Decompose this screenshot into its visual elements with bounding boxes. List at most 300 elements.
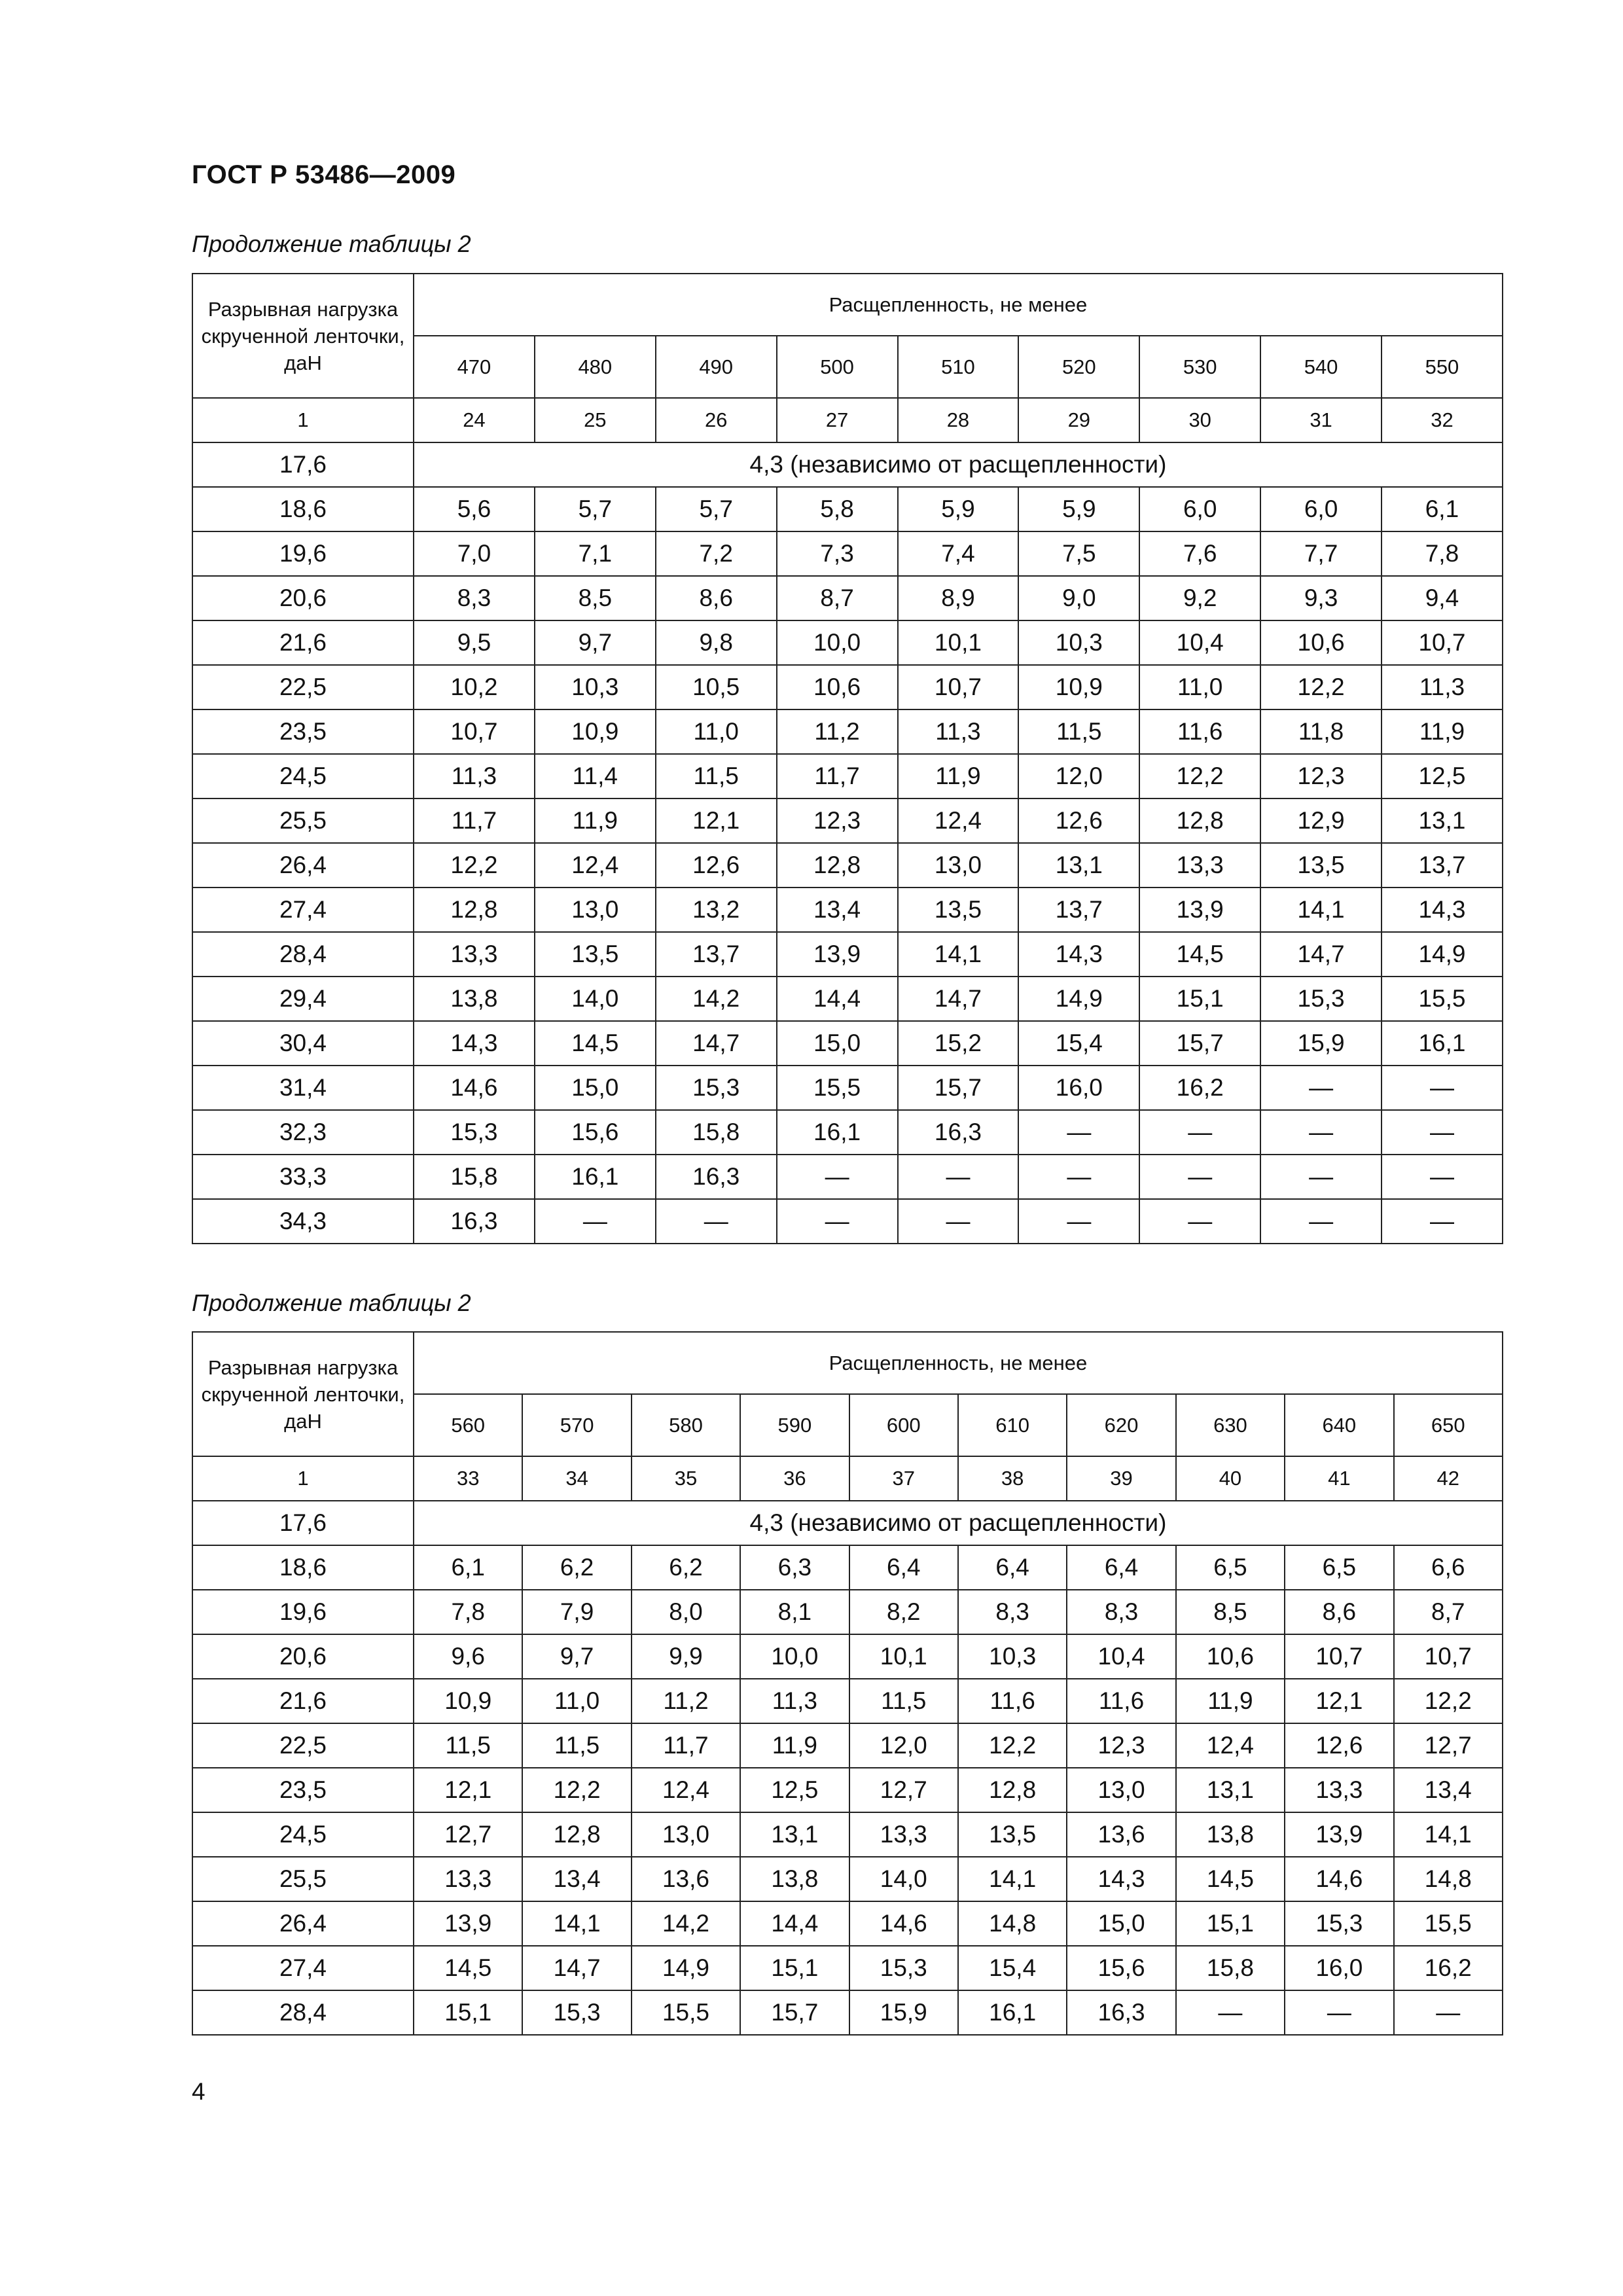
value-cell: 15,4 [958, 1946, 1067, 1990]
value-cell: 8,2 [849, 1590, 958, 1634]
value-cell: 15,8 [414, 1155, 535, 1199]
value-cell: 14,7 [1260, 932, 1382, 977]
value-cell: 11,9 [1382, 709, 1503, 754]
value-cell: 12,2 [1139, 754, 1260, 798]
value-cell: 10,6 [1176, 1634, 1285, 1679]
value-cell: 6,3 [740, 1545, 849, 1590]
value-cell: — [898, 1155, 1019, 1199]
value-cell: 14,0 [535, 977, 656, 1021]
value-cell: 9,6 [414, 1634, 522, 1679]
split-value-cell: 510 [898, 336, 1019, 398]
column-numbers-row [192, 398, 1503, 442]
column-number-cell: 24 [414, 398, 535, 442]
value-cell: 15,3 [849, 1946, 958, 1990]
value-cell: 11,7 [414, 798, 535, 843]
value-cell: 11,3 [740, 1679, 849, 1723]
value-cell: 9,7 [522, 1634, 631, 1679]
table-row [192, 1199, 1503, 1244]
value-cell: 12,6 [1285, 1723, 1393, 1768]
value-cell: 10,3 [1018, 620, 1139, 665]
value-cell: 16,1 [777, 1110, 898, 1155]
value-cell: 9,3 [1260, 576, 1382, 620]
value-cell: 16,1 [958, 1990, 1067, 2035]
value-cell: 13,0 [898, 843, 1019, 888]
value-cell: 13,4 [777, 888, 898, 932]
value-cell: 12,6 [656, 843, 777, 888]
load-cell: 22,5 [192, 1723, 414, 1768]
value-cell: 5,7 [656, 487, 777, 531]
value-cell: 10,7 [898, 665, 1019, 709]
value-cell: — [777, 1155, 898, 1199]
value-cell: 6,5 [1285, 1545, 1393, 1590]
load-cell: 20,6 [192, 1634, 414, 1679]
value-cell: 14,2 [632, 1901, 740, 1946]
value-cell: 10,9 [535, 709, 656, 754]
value-cell: 11,5 [656, 754, 777, 798]
value-cell: 12,0 [849, 1723, 958, 1768]
value-cell: 15,3 [1285, 1901, 1393, 1946]
value-cell: 14,2 [656, 977, 777, 1021]
value-cell: 14,3 [1018, 932, 1139, 977]
value-cell: 14,0 [849, 1857, 958, 1901]
value-cell: 6,2 [632, 1545, 740, 1590]
value-cell: — [656, 1199, 777, 1244]
value-cell: — [1018, 1155, 1139, 1199]
column-number-cell: 37 [849, 1456, 958, 1501]
load-cell: 17,6 [192, 1501, 414, 1545]
value-cell: 11,7 [777, 754, 898, 798]
column-number-cell: 33 [414, 1456, 522, 1501]
value-cell: 11,9 [535, 798, 656, 843]
column-number-cell: 28 [898, 398, 1019, 442]
split-value-cell: 490 [656, 336, 777, 398]
table-row [192, 1155, 1503, 1199]
value-cell: 8,6 [1285, 1590, 1393, 1634]
value-cell: 13,0 [1067, 1768, 1175, 1812]
table-row [192, 1723, 1503, 1768]
load-cell: 23,5 [192, 1768, 414, 1812]
value-cell: 14,6 [414, 1066, 535, 1110]
split-value-cell: 620 [1067, 1394, 1175, 1456]
column-number-cell: 39 [1067, 1456, 1175, 1501]
split-value-cell: 470 [414, 336, 535, 398]
table-row [192, 1021, 1503, 1066]
value-cell: 10,2 [414, 665, 535, 709]
value-cell: 12,3 [777, 798, 898, 843]
value-cell: 5,7 [535, 487, 656, 531]
value-cell: 11,5 [1018, 709, 1139, 754]
value-cell: 15,0 [1067, 1901, 1175, 1946]
load-column-header: Разрывная нагрузка скрученной ленточки, даН [192, 274, 414, 398]
load-cell: 28,4 [192, 932, 414, 977]
value-cell: 7,9 [522, 1590, 631, 1634]
value-cell: 12,2 [414, 843, 535, 888]
table-row [192, 798, 1503, 843]
load-cell: 31,4 [192, 1066, 414, 1110]
value-cell: 8,3 [958, 1590, 1067, 1634]
value-cell: 11,6 [958, 1679, 1067, 1723]
value-cell: 12,5 [1382, 754, 1503, 798]
value-cell: 13,7 [1382, 843, 1503, 888]
value-cell: 5,9 [1018, 487, 1139, 531]
value-cell: 12,6 [1018, 798, 1139, 843]
value-cell: 16,3 [656, 1155, 777, 1199]
split-value-cell: 610 [958, 1394, 1067, 1456]
value-cell: 12,1 [414, 1768, 522, 1812]
value-cell: 14,9 [1018, 977, 1139, 1021]
load-cell: 24,5 [192, 1812, 414, 1857]
column-number-cell: 26 [656, 398, 777, 442]
value-cell: 12,8 [777, 843, 898, 888]
value-cell: 9,7 [535, 620, 656, 665]
value-cell: 8,7 [1394, 1590, 1503, 1634]
value-cell: 13,1 [1382, 798, 1503, 843]
load-cell: 21,6 [192, 620, 414, 665]
value-cell: 7,8 [1382, 531, 1503, 576]
split-value-cell: 650 [1394, 1394, 1503, 1456]
value-cell: 10,7 [1285, 1634, 1393, 1679]
value-cell: 13,9 [777, 932, 898, 977]
table-row [192, 709, 1503, 754]
value-cell: 13,2 [656, 888, 777, 932]
table-row [192, 531, 1503, 576]
value-cell: 12,4 [1176, 1723, 1285, 1768]
value-cell: 11,5 [522, 1723, 631, 1768]
value-cell: 6,1 [1382, 487, 1503, 531]
value-cell: — [1139, 1199, 1260, 1244]
value-cell: 13,4 [522, 1857, 631, 1901]
value-cell: 9,0 [1018, 576, 1139, 620]
load-cell: 25,5 [192, 1857, 414, 1901]
value-cell: 15,6 [1067, 1946, 1175, 1990]
value-cell: 6,0 [1139, 487, 1260, 531]
load-cell: 30,4 [192, 1021, 414, 1066]
table-caption: Продолжение таблицы 2 [192, 230, 471, 257]
load-cell: 27,4 [192, 1946, 414, 1990]
table-row [192, 1634, 1503, 1679]
table-row [192, 665, 1503, 709]
value-cell: 15,5 [1394, 1901, 1503, 1946]
value-cell: 8,9 [898, 576, 1019, 620]
value-cell: 7,6 [1139, 531, 1260, 576]
column-number-cell: 1 [192, 398, 414, 442]
value-cell: 16,3 [898, 1110, 1019, 1155]
value-cell: — [1382, 1110, 1503, 1155]
value-cell: 10,0 [740, 1634, 849, 1679]
value-cell: 11,2 [777, 709, 898, 754]
split-value-cell: 630 [1176, 1394, 1285, 1456]
value-cell: 14,5 [414, 1946, 522, 1990]
value-cell: 8,6 [656, 576, 777, 620]
value-cell: 14,5 [1139, 932, 1260, 977]
value-cell: 8,3 [414, 576, 535, 620]
value-cell: 7,2 [656, 531, 777, 576]
value-cell: 10,0 [777, 620, 898, 665]
value-cell: 6,1 [414, 1545, 522, 1590]
column-number-cell: 1 [192, 1456, 414, 1501]
value-cell: 11,7 [632, 1723, 740, 1768]
table-row [192, 977, 1503, 1021]
value-cell: 11,5 [414, 1723, 522, 1768]
value-cell: 14,3 [1382, 888, 1503, 932]
table-caption: Продолжение таблицы 2 [192, 1289, 471, 1316]
data-table-1 [192, 273, 1503, 1244]
column-number-cell: 40 [1176, 1456, 1285, 1501]
value-cell: 6,5 [1176, 1545, 1285, 1590]
value-cell: — [1394, 1990, 1503, 2035]
value-cell: 14,1 [958, 1857, 1067, 1901]
value-cell: 11,9 [898, 754, 1019, 798]
split-value-cell: 640 [1285, 1394, 1393, 1456]
value-cell: 11,3 [414, 754, 535, 798]
split-value-cell: 590 [740, 1394, 849, 1456]
value-cell: 12,2 [522, 1768, 631, 1812]
value-cell: 13,3 [1139, 843, 1260, 888]
column-number-cell: 36 [740, 1456, 849, 1501]
value-cell: 10,3 [535, 665, 656, 709]
value-cell: 7,5 [1018, 531, 1139, 576]
value-cell: 15,0 [535, 1066, 656, 1110]
value-cell: 14,1 [522, 1901, 631, 1946]
independent-row [192, 1501, 1503, 1545]
value-cell: — [1260, 1155, 1382, 1199]
table-row [192, 1857, 1503, 1901]
value-cell: 13,1 [1176, 1768, 1285, 1812]
value-cell: 13,3 [849, 1812, 958, 1857]
value-cell: 15,5 [777, 1066, 898, 1110]
split-value-cell: 520 [1018, 336, 1139, 398]
value-cell: 11,4 [535, 754, 656, 798]
column-number-cell: 35 [632, 1456, 740, 1501]
value-cell: — [1260, 1199, 1382, 1244]
value-cell: 14,1 [898, 932, 1019, 977]
value-cell: 11,2 [632, 1679, 740, 1723]
table-row [192, 1066, 1503, 1110]
value-cell: — [1018, 1199, 1139, 1244]
load-cell: 28,4 [192, 1990, 414, 2035]
value-cell: 15,0 [777, 1021, 898, 1066]
column-number-cell: 32 [1382, 398, 1503, 442]
split-value-cell: 580 [632, 1394, 740, 1456]
value-cell: 16,1 [535, 1155, 656, 1199]
load-cell: 26,4 [192, 1901, 414, 1946]
value-cell: 9,5 [414, 620, 535, 665]
column-number-cell: 25 [535, 398, 656, 442]
value-cell: 12,2 [1260, 665, 1382, 709]
table-row [192, 1768, 1503, 1812]
value-cell: 16,0 [1018, 1066, 1139, 1110]
load-cell: 18,6 [192, 487, 414, 531]
value-cell: 10,6 [1260, 620, 1382, 665]
table-row [192, 576, 1503, 620]
load-cell: 33,3 [192, 1155, 414, 1199]
value-cell: 15,9 [1260, 1021, 1382, 1066]
value-cell: 14,7 [656, 1021, 777, 1066]
value-cell: — [1382, 1199, 1503, 1244]
value-cell: 12,8 [414, 888, 535, 932]
value-cell: 15,3 [656, 1066, 777, 1110]
value-cell: 11,6 [1139, 709, 1260, 754]
value-cell: 5,8 [777, 487, 898, 531]
load-cell: 25,5 [192, 798, 414, 843]
value-cell: 13,8 [414, 977, 535, 1021]
value-cell: — [1382, 1066, 1503, 1110]
value-cell: 15,8 [1176, 1946, 1285, 1990]
value-cell: 10,9 [414, 1679, 522, 1723]
value-cell: 10,7 [1382, 620, 1503, 665]
value-cell: — [1260, 1066, 1382, 1110]
load-cell: 27,4 [192, 888, 414, 932]
value-cell: 15,8 [656, 1110, 777, 1155]
value-cell: 13,1 [1018, 843, 1139, 888]
value-cell: 10,5 [656, 665, 777, 709]
value-cell: 16,2 [1139, 1066, 1260, 1110]
value-cell: 8,1 [740, 1590, 849, 1634]
value-cell: 10,1 [898, 620, 1019, 665]
value-cell: 6,4 [958, 1545, 1067, 1590]
split-value-cell: 540 [1260, 336, 1382, 398]
load-cell: 17,6 [192, 442, 414, 487]
independent-row [192, 442, 1503, 487]
value-cell: 15,7 [1139, 1021, 1260, 1066]
table-row [192, 620, 1503, 665]
load-cell: 32,3 [192, 1110, 414, 1155]
value-cell: 12,4 [632, 1768, 740, 1812]
value-cell: 11,9 [1176, 1679, 1285, 1723]
value-cell: 13,4 [1394, 1768, 1503, 1812]
split-column-header: Расщепленность, не менее [414, 1332, 1503, 1394]
value-cell: 7,3 [777, 531, 898, 576]
value-cell: 12,4 [535, 843, 656, 888]
document-title: ГОСТ Р 53486—2009 [192, 160, 456, 189]
table-row [192, 1990, 1503, 2035]
table-row [192, 1901, 1503, 1946]
value-cell: 13,0 [632, 1812, 740, 1857]
value-cell: 12,1 [1285, 1679, 1393, 1723]
value-cell: 7,4 [898, 531, 1019, 576]
load-cell: 23,5 [192, 709, 414, 754]
table-row [192, 1946, 1503, 1990]
value-cell: 11,6 [1067, 1679, 1175, 1723]
value-cell: 15,1 [1139, 977, 1260, 1021]
value-cell: 11,0 [1139, 665, 1260, 709]
load-cell: 24,5 [192, 754, 414, 798]
value-cell: — [1382, 1155, 1503, 1199]
value-cell: 15,1 [414, 1990, 522, 2035]
value-cell: 12,2 [1394, 1679, 1503, 1723]
value-cell: 14,6 [1285, 1857, 1393, 1901]
value-cell: 7,1 [535, 531, 656, 576]
split-value-cell: 500 [777, 336, 898, 398]
split-value-cell: 570 [522, 1394, 631, 1456]
value-cell: 15,3 [1260, 977, 1382, 1021]
independent-note: 4,3 (независимо от расщепленности) [414, 442, 1503, 487]
table-row [192, 1812, 1503, 1857]
value-cell: 6,6 [1394, 1545, 1503, 1590]
value-cell: 8,3 [1067, 1590, 1175, 1634]
value-cell: 6,4 [849, 1545, 958, 1590]
value-cell: 10,7 [1394, 1634, 1503, 1679]
load-cell: 20,6 [192, 576, 414, 620]
value-cell: 12,5 [740, 1768, 849, 1812]
value-cell: 13,9 [1285, 1812, 1393, 1857]
value-cell: 15,1 [740, 1946, 849, 1990]
value-cell: 13,1 [740, 1812, 849, 1857]
load-cell: 34,3 [192, 1199, 414, 1244]
value-cell: 14,4 [740, 1901, 849, 1946]
value-cell: 15,2 [898, 1021, 1019, 1066]
value-cell: 15,4 [1018, 1021, 1139, 1066]
value-cell: 13,9 [414, 1901, 522, 1946]
value-cell: 14,1 [1260, 888, 1382, 932]
value-cell: 6,0 [1260, 487, 1382, 531]
value-cell: 13,3 [414, 932, 535, 977]
table-row [192, 1110, 1503, 1155]
load-cell: 19,6 [192, 1590, 414, 1634]
load-column-header: Разрывная нагрузка скрученной ленточки, даН [192, 1332, 414, 1456]
value-cell: 16,3 [414, 1199, 535, 1244]
value-cell: 8,7 [777, 576, 898, 620]
value-cell: 14,8 [1394, 1857, 1503, 1901]
value-cell: 14,7 [522, 1946, 631, 1990]
value-cell: 10,4 [1139, 620, 1260, 665]
value-cell: 14,5 [535, 1021, 656, 1066]
split-value-cell: 560 [414, 1394, 522, 1456]
value-cell: 12,2 [958, 1723, 1067, 1768]
value-cell: — [1139, 1155, 1260, 1199]
value-cell: 15,3 [414, 1110, 535, 1155]
independent-note: 4,3 (независимо от расщепленности) [414, 1501, 1503, 1545]
value-cell: 11,9 [740, 1723, 849, 1768]
table-row [192, 1545, 1503, 1590]
value-cell: 14,9 [632, 1946, 740, 1990]
load-cell: 26,4 [192, 843, 414, 888]
value-cell: 11,0 [656, 709, 777, 754]
value-cell: 12,3 [1260, 754, 1382, 798]
value-cell: — [898, 1199, 1019, 1244]
value-cell: 13,3 [414, 1857, 522, 1901]
value-cell: 8,5 [535, 576, 656, 620]
value-cell: 12,7 [849, 1768, 958, 1812]
value-cell: 14,9 [1382, 932, 1503, 977]
value-cell: 11,8 [1260, 709, 1382, 754]
value-cell: 13,5 [535, 932, 656, 977]
column-number-cell: 29 [1018, 398, 1139, 442]
value-cell: 12,7 [414, 1812, 522, 1857]
load-cell: 29,4 [192, 977, 414, 1021]
value-cell: — [535, 1199, 656, 1244]
value-cell: — [1018, 1110, 1139, 1155]
value-cell: 10,1 [849, 1634, 958, 1679]
value-cell: 13,7 [1018, 888, 1139, 932]
value-cell: 15,6 [535, 1110, 656, 1155]
table-row [192, 487, 1503, 531]
table-row [192, 754, 1503, 798]
value-cell: 11,5 [849, 1679, 958, 1723]
page-number: 4 [192, 2078, 205, 2105]
value-cell: 15,9 [849, 1990, 958, 2035]
value-cell: 12,3 [1067, 1723, 1175, 1768]
value-cell: 7,8 [414, 1590, 522, 1634]
value-cell: — [777, 1199, 898, 1244]
table-row [192, 843, 1503, 888]
value-cell: 16,3 [1067, 1990, 1175, 2035]
value-cell: 15,7 [740, 1990, 849, 2035]
value-cell: 11,3 [898, 709, 1019, 754]
value-cell: 10,3 [958, 1634, 1067, 1679]
load-cell: 21,6 [192, 1679, 414, 1723]
column-number-cell: 31 [1260, 398, 1382, 442]
